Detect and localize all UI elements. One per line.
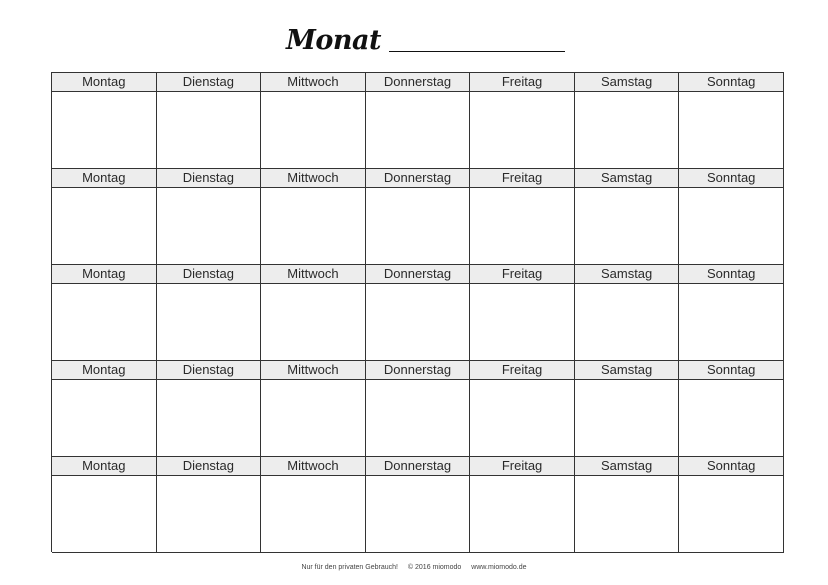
day-cell (157, 92, 262, 169)
day-cell (470, 284, 575, 361)
day-cells-row (52, 476, 784, 553)
day-cell (679, 380, 784, 457)
weekday-label: Donnerstag (366, 457, 471, 476)
day-cell (679, 476, 784, 553)
day-cell (679, 188, 784, 265)
day-cell (52, 284, 157, 361)
weekday-label: Freitag (470, 457, 575, 476)
weekday-label: Freitag (470, 169, 575, 188)
weekday-label: Sonntag (679, 73, 784, 92)
weekday-label: Mittwoch (261, 457, 366, 476)
weekday-header-row (52, 169, 784, 188)
weekday-label: Mittwoch (261, 73, 366, 92)
day-cell (261, 284, 366, 361)
page-title: Monat (286, 25, 381, 56)
day-cell (679, 92, 784, 169)
day-cell (52, 188, 157, 265)
weekday-label: Sonntag (679, 361, 784, 380)
weekday-label: Dienstag (157, 361, 262, 380)
day-cell (157, 284, 262, 361)
day-cell (575, 380, 680, 457)
footer-website: www.miomodo.de (471, 564, 527, 571)
day-cell (366, 92, 471, 169)
month-write-line (389, 51, 565, 52)
weekday-label: Freitag (470, 73, 575, 92)
footer-note: Nur für den privaten Gebrauch! (301, 564, 398, 571)
day-cell (366, 284, 471, 361)
calendar-week (52, 73, 784, 169)
day-cell (366, 476, 471, 553)
day-cells-row (52, 380, 784, 457)
day-cell (575, 284, 680, 361)
weekday-header-row (52, 265, 784, 284)
weekday-header-row (52, 457, 784, 476)
weekday-label: Montag (52, 73, 157, 92)
day-cell (575, 92, 680, 169)
weekday-label: Montag (52, 361, 157, 380)
day-cell (261, 92, 366, 169)
day-cell (157, 188, 262, 265)
day-cell (261, 380, 366, 457)
day-cell (470, 476, 575, 553)
calendar-week (52, 169, 784, 265)
weekday-label: Sonntag (679, 265, 784, 284)
weekday-label: Dienstag (157, 169, 262, 188)
day-cell (261, 188, 366, 265)
weekday-label: Donnerstag (366, 265, 471, 284)
weekday-label: Samstag (575, 73, 680, 92)
day-cell (52, 92, 157, 169)
day-cells-row (52, 92, 784, 169)
weekday-label: Sonntag (679, 457, 784, 476)
calendar-week (52, 361, 784, 457)
weekday-header-row (52, 73, 784, 92)
day-cell (679, 284, 784, 361)
day-cells-row (52, 284, 784, 361)
title-area (286, 22, 565, 56)
weekday-label: Mittwoch (261, 265, 366, 284)
weekday-label: Montag (52, 265, 157, 284)
day-cell (470, 92, 575, 169)
weekday-label: Freitag (470, 265, 575, 284)
footer (0, 563, 828, 573)
day-cell (575, 476, 680, 553)
weekday-label: Mittwoch (261, 169, 366, 188)
day-cell (366, 188, 471, 265)
day-cell (470, 188, 575, 265)
day-cell (261, 476, 366, 553)
weekday-label: Freitag (470, 361, 575, 380)
day-cell (470, 380, 575, 457)
day-cell (52, 476, 157, 553)
weekday-label: Donnerstag (366, 169, 471, 188)
calendar-week (52, 265, 784, 361)
weekday-label: Mittwoch (261, 361, 366, 380)
weekday-label: Samstag (575, 265, 680, 284)
day-cell (575, 188, 680, 265)
weekday-header-row (52, 361, 784, 380)
weekday-label: Montag (52, 169, 157, 188)
day-cell (157, 476, 262, 553)
calendar-week (52, 457, 784, 553)
day-cell (52, 380, 157, 457)
day-cell (157, 380, 262, 457)
weekday-label: Montag (52, 457, 157, 476)
weekday-label: Samstag (575, 361, 680, 380)
weekday-label: Samstag (575, 457, 680, 476)
weekday-label: Dienstag (157, 457, 262, 476)
weekday-label: Donnerstag (366, 361, 471, 380)
day-cell (366, 380, 471, 457)
weekday-label: Dienstag (157, 265, 262, 284)
weekday-label: Sonntag (679, 169, 784, 188)
weekday-label: Donnerstag (366, 73, 471, 92)
day-cells-row (52, 188, 784, 265)
footer-copyright: © 2016 miomodo (407, 564, 462, 571)
weekday-label: Samstag (575, 169, 680, 188)
calendar-grid (51, 72, 784, 552)
weekday-label: Dienstag (157, 73, 262, 92)
